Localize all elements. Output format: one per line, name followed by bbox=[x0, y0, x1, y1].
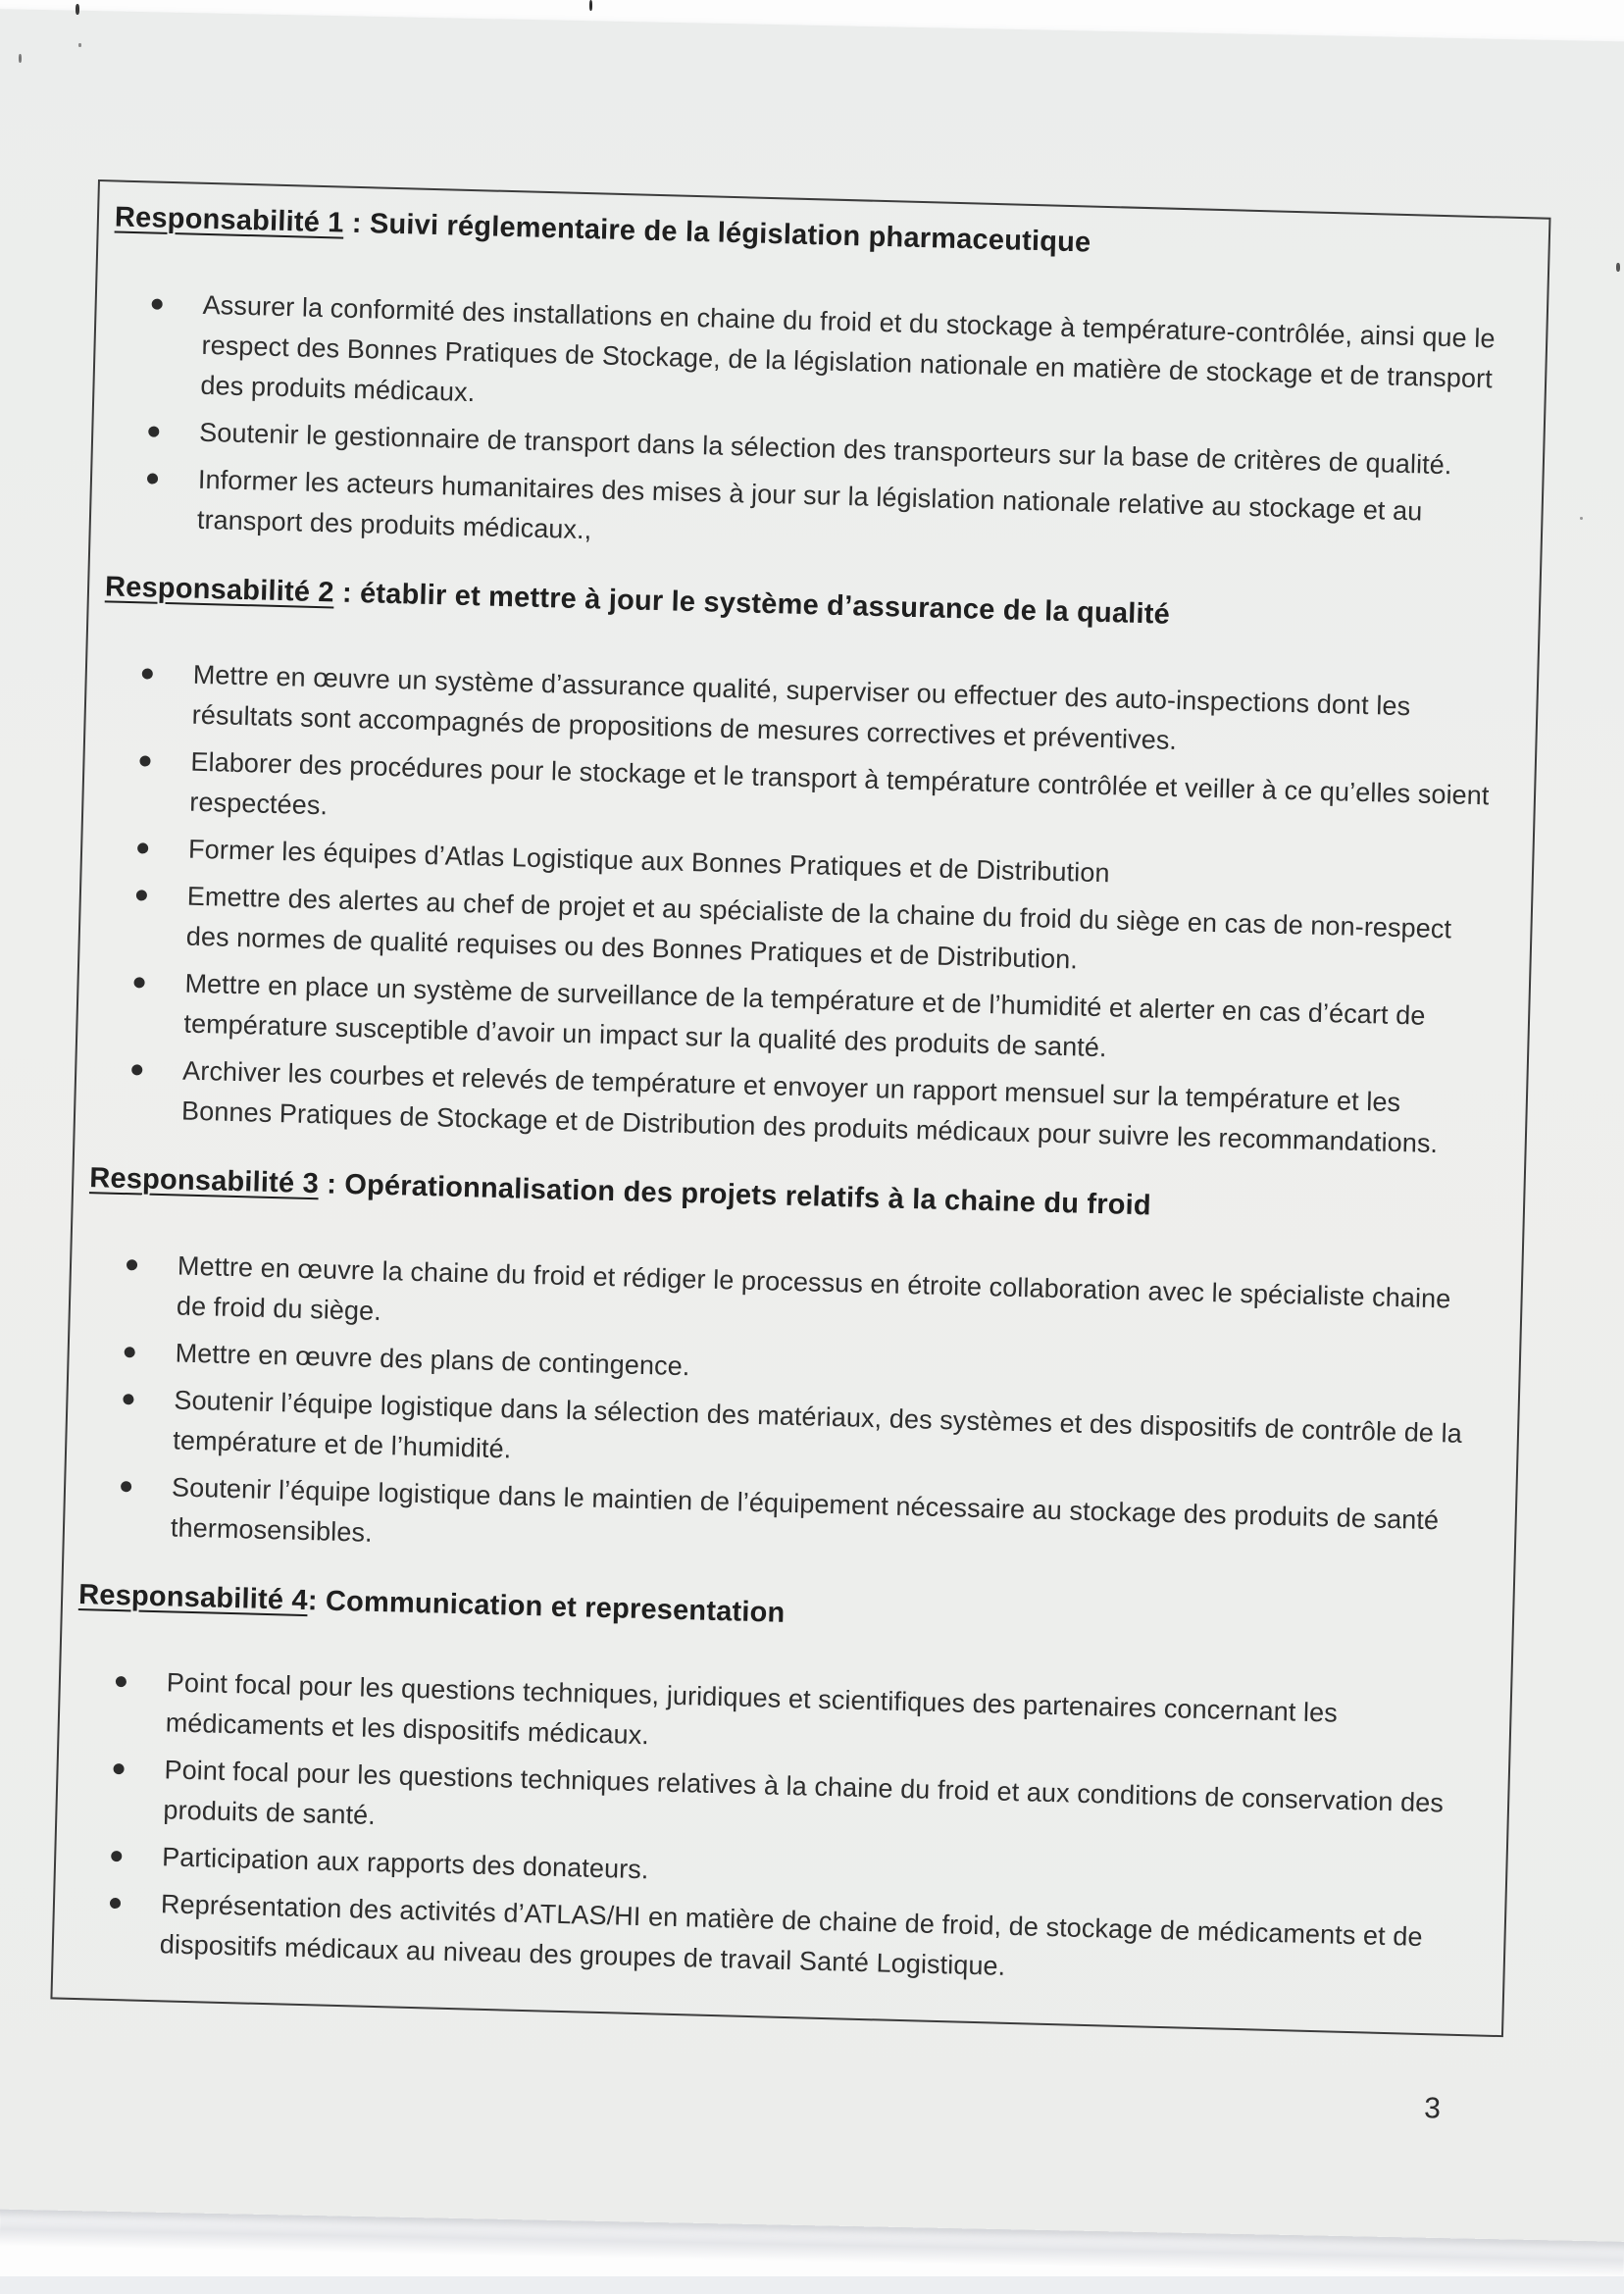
bullet-list bbox=[106, 282, 1512, 574]
bullet-item bbox=[200, 285, 1507, 440]
bullet-text: Elaborer des procédures pour le stockage et le transport à température contrôlée et veiller à ce qu’elles soient respectées. bbox=[189, 746, 1490, 821]
responsibility-section bbox=[69, 1579, 1479, 1999]
bullet-text: Mettre en œuvre un système d’assurance qualité, superviser ou effectuer des auto-inspections dont les résultats sont accompagnés de propositions de mesures correctives et préventives. bbox=[191, 659, 1411, 755]
section-heading-label: Responsabilité 1 bbox=[114, 201, 345, 239]
bullet-text: Soutenir l’équipe logistique dans le maintien de l’équipement nécessaire au stockage des produits de santé thermosensibles. bbox=[170, 1472, 1440, 1548]
section-heading-title: Opérationnalisation des projets relatifs à la chaine du froid bbox=[343, 1168, 1152, 1222]
bullet-dot-icon bbox=[147, 473, 158, 484]
section-heading-label: Responsabilité 2 bbox=[104, 571, 335, 609]
bullet-dot-icon bbox=[116, 1676, 127, 1687]
scan-speck bbox=[78, 43, 81, 47]
bullet-dot-icon bbox=[110, 1898, 121, 1909]
bullet-list bbox=[69, 1660, 1477, 1999]
bullet-list bbox=[91, 652, 1503, 1165]
bullet-dot-icon bbox=[152, 298, 163, 309]
bullet-text: Soutenir le gestionnaire de transport dans la sélection des transporteurs sur la base de critères de qualité. bbox=[198, 417, 1452, 481]
bullet-dot-icon bbox=[137, 842, 148, 853]
section-heading-title: Suivi réglementaire de la législation pharmaceutique bbox=[369, 208, 1091, 259]
section-heading bbox=[78, 1579, 1479, 1648]
bullet-dot-icon bbox=[133, 977, 144, 988]
bullet-text: Archiver les courbes et relevés de température et envoyer un rapport mensuel sur la température et les Bonnes Pratiques de Stockage et de Distribution des produits médicaux pour suivre les recommandations. bbox=[180, 1055, 1439, 1159]
bullet-dot-icon bbox=[131, 1064, 142, 1075]
bullet-text: Point focal pour les questions techniques, juridiques et scientifiques des partenaires concernant les médicaments et les dispositifs médicaux. bbox=[165, 1667, 1339, 1751]
bullet-text: Mettre en œuvre la chaine du froid et rédiger le processus en étroite collaboration avec le spécialiste chaine de froid du siège. bbox=[176, 1250, 1451, 1326]
bullet-text: Point focal pour les questions techniques relatives à la chaine du froid et aux conditions de conservation des produits de santé. bbox=[163, 1755, 1445, 1830]
bullet-text: Soutenir l’équipe logistique dans la sélection des matériaux, des systèmes et des dispositifs de contrôle de la température et de l’humidité. bbox=[172, 1385, 1463, 1464]
bullet-text: Assurer la conformité des installations en chaine du froid et du stockage à température-contrôlée, ainsi que le respect des Bonnes Pratiques de Stockage, de la législation nationale en matière de stockage et de transport des produits médicaux. bbox=[200, 289, 1496, 408]
page-content-frame bbox=[48, 179, 1550, 2127]
scan-speck bbox=[589, 0, 592, 11]
bullet-text: Mettre en œuvre des plans de contingence. bbox=[175, 1338, 690, 1382]
bullet-dot-icon bbox=[121, 1481, 131, 1492]
section-heading-title: établir et mettre à jour le système d’assurance de la qualité bbox=[359, 578, 1171, 631]
scan-speck bbox=[76, 4, 79, 15]
bullet-text: Former les équipes d’Atlas Logistique aux Bonnes Pratiques et de Distribution bbox=[187, 834, 1110, 889]
section-heading bbox=[105, 571, 1505, 639]
responsibility-section bbox=[91, 571, 1505, 1165]
bullet-dot-icon bbox=[142, 668, 153, 679]
bullet-text: Emettre des alertes au chef de projet et au spécialiste de la chaine du froid du siège en cas de non-respect des normes de qualité requises ou des Bonnes Pratiques et de Distribution. bbox=[185, 881, 1452, 975]
bullet-text: Mettre en place un système de surveillance de la température et de l’humidité et alerter en cas d’écart de température susceptible d’avoir un impact sur la qualité des produits de santé. bbox=[183, 968, 1426, 1063]
section-heading-title: Communication et representation bbox=[325, 1585, 786, 1629]
responsibility-section bbox=[106, 201, 1514, 574]
bullet-text: Représentation des activités d’ATLAS/HI en matière de chaine de froid, de stockage de médicaments et de dispositifs médicaux au niveau des groupes de travail Santé Logistique. bbox=[159, 1889, 1423, 1981]
scanner-edge-strip bbox=[0, 2276, 1624, 2294]
bullet-dot-icon bbox=[113, 1763, 124, 1774]
content-border-box bbox=[50, 179, 1550, 2037]
section-heading-label: Responsabilité 3 bbox=[88, 1162, 320, 1200]
bullet-dot-icon bbox=[127, 1259, 137, 1270]
section-heading-label: Responsabilité 4 bbox=[77, 1578, 309, 1617]
section-heading-separator: : bbox=[318, 1168, 345, 1200]
section-heading bbox=[89, 1162, 1490, 1231]
bullet-dot-icon bbox=[136, 890, 147, 900]
section-heading-separator: : bbox=[343, 207, 371, 240]
bullet-dot-icon bbox=[111, 1851, 122, 1861]
scan-speck bbox=[1616, 263, 1620, 272]
bullet-dot-icon bbox=[125, 1347, 135, 1357]
page-number: 3 bbox=[1423, 2092, 1442, 2125]
bullet-text: Informer les acteurs humanitaires des mises à jour sur la législation nationale relative au stockage et au transport des produits médicaux., bbox=[196, 464, 1423, 545]
scan-speck bbox=[1580, 517, 1583, 520]
responsibility-section bbox=[80, 1162, 1491, 1582]
bullet-list bbox=[80, 1244, 1489, 1582]
bullet-dot-icon bbox=[123, 1394, 133, 1404]
section-heading-separator: : bbox=[333, 577, 361, 610]
bullet-dot-icon bbox=[148, 426, 159, 436]
section-heading-separator: : bbox=[307, 1585, 327, 1617]
section-heading bbox=[115, 201, 1515, 270]
bullet-dot-icon bbox=[139, 755, 150, 766]
sections-container bbox=[69, 201, 1515, 1999]
bullet-text: Participation aux rapports des donateurs. bbox=[161, 1842, 649, 1885]
scan-speck bbox=[19, 54, 22, 63]
